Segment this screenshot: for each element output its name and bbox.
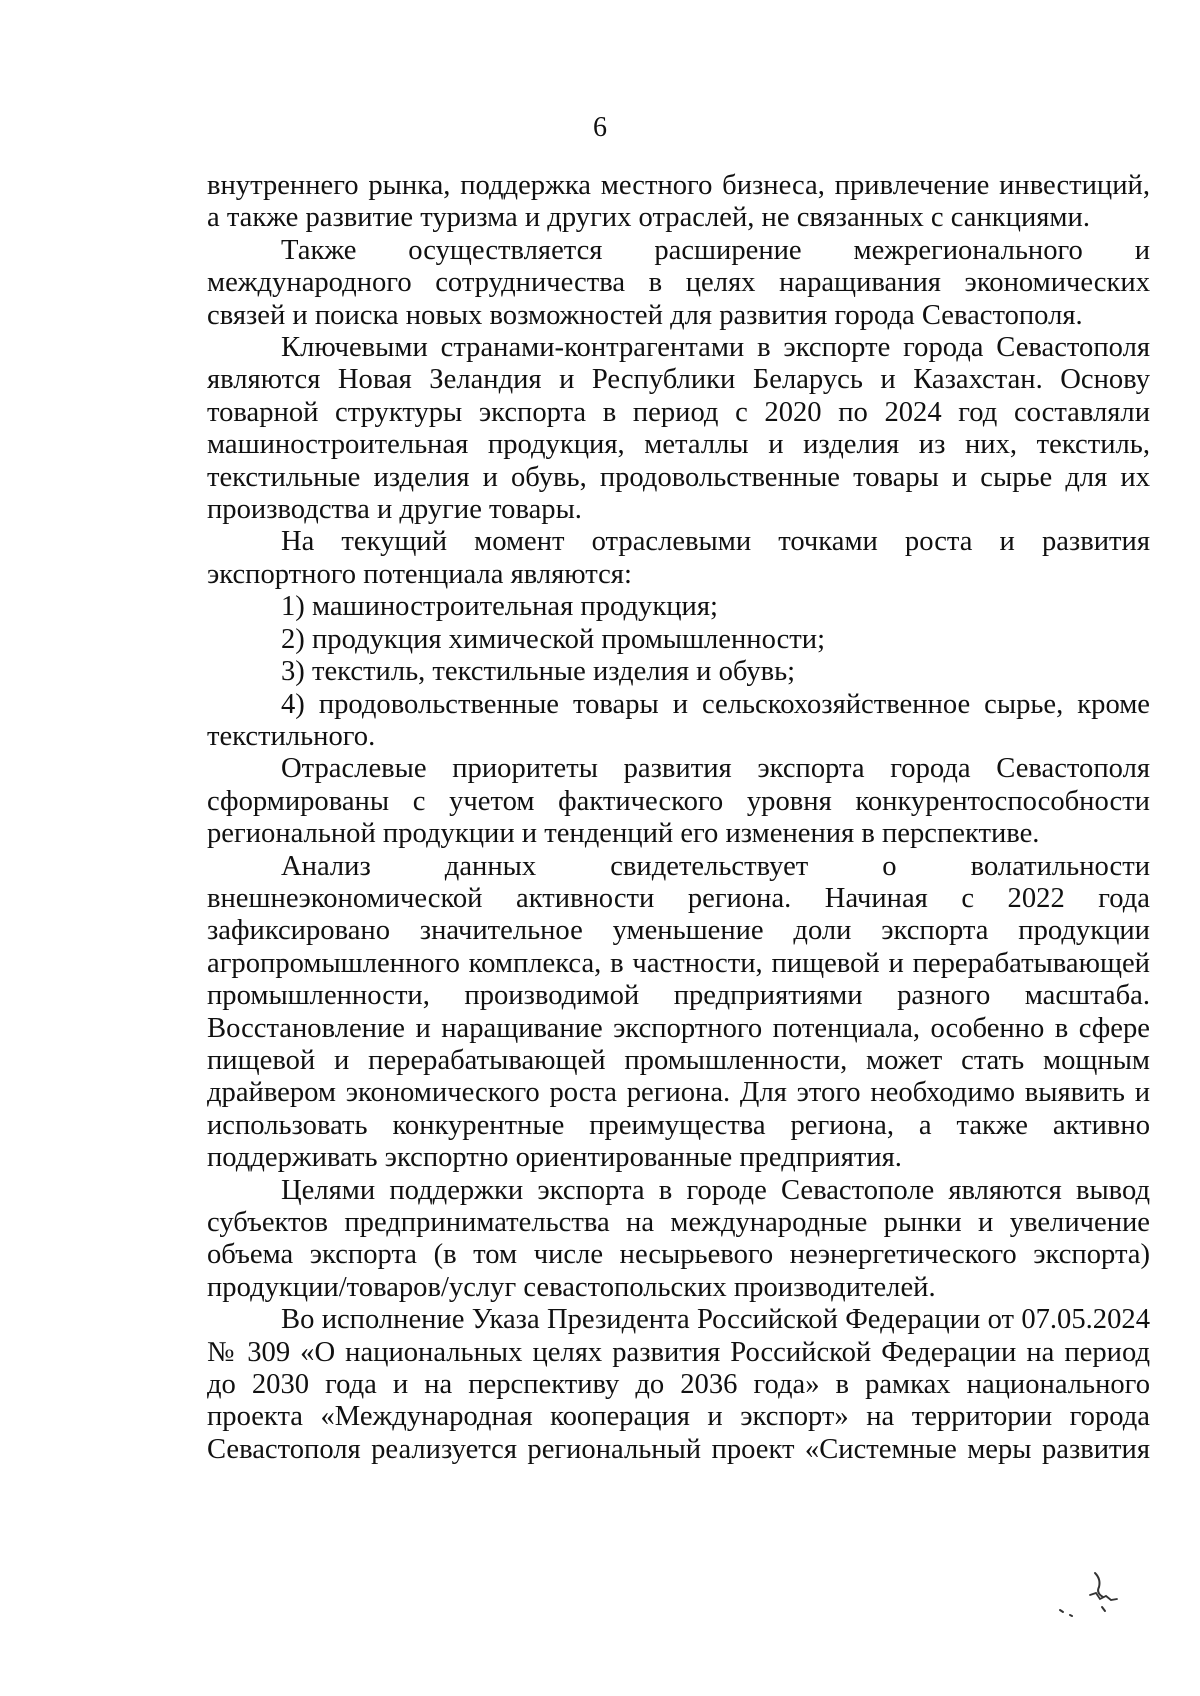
paragraph-continuation: внутреннего рынка, поддержка местного бизнеса, привлечение инвестиций, а также развитие туризма и других отраслей, не связанных с санкциями. — [207, 170, 1150, 234]
paragraph-growth-points-intro: На текущий момент отраслевыми точками роста и развития экспортного потенциала являются: — [207, 526, 1150, 590]
paragraph-cooperation: Также осуществляется расширение межрегионального и международного сотрудничества в целях наращивания экономических связей и поиска новых возможностей для развития города Севастополя. — [207, 234, 1150, 331]
paragraph-analysis: Анализ данных свидетельствует о волатильности внешнеэкономической активности региона. Начиная с 2022 года зафиксировано значительное уменьшение доли экспорта продукции агропромышленного комплекса, в частности, пищевой и перерабатывающей промышленности, производимой предприятиями разного масштаба. Восстановление и наращивание экспортного потенциала, особенно в сфере пищевой и перерабатывающей промышленности, может стать мощным драйвером экономического роста региона. Для этого необходимо выявить и использовать конкурентные преимущества региона, а также активно поддерживать экспортно ориентированные предприятия. — [207, 850, 1150, 1174]
page-number: 6 — [593, 112, 607, 143]
paragraph-export-partners: Ключевыми странами-контрагентами в экспорте города Севастополя являются Новая Зеландия и Республики Беларусь и Казахстан. Основу товарной структуры экспорта в период с 2020 по 2024 год составляли машиностроительная продукция, металлы и изделия из них, текстиль, текстильные изделия и обувь, продовольственные товары и сырье для их производства и другие товары. — [207, 332, 1150, 526]
paragraph-priorities: Отраслевые приоритеты развития экспорта города Севастополя сформированы с учетом фактического уровня конкурентоспособности региональной продукции и тенденций его изменения в перспективе. — [207, 753, 1150, 850]
paragraph-goals: Целями поддержки экспорта в городе Севастополе являются вывод субъектов предпринимательства на международные рынки и увеличение объема экспорта (в том числе несырьевого неэнергетического экспорта) продукции/товаров/услуг севастопольских производителей. — [207, 1174, 1150, 1303]
paragraph-decree: Во исполнение Указа Президента Российской Федерации от 07.05.2024 № 309 «О национальных целях развития Российской Федерации на период до 2030 года и на перспективу до 2036 года» в рамках национального проекта «Международная кооперация и экспорт» на территории города Севастополя реализуется региональный проект «Системные меры развития — [207, 1304, 1150, 1465]
list-item-2: 2) продукция химической промышленности; — [281, 623, 826, 655]
document-body — [207, 170, 1150, 1466]
list-item-3: 3) текстиль, текстильные изделия и обувь; — [281, 656, 796, 688]
list-item-4: 4) продовольственные товары и сельскохозяйственное сырье, кроме текстильного. — [207, 688, 1150, 752]
list-item-1: 1) машиностроительная продукция; — [281, 591, 718, 623]
handwritten-mark-icon — [1040, 1555, 1150, 1625]
